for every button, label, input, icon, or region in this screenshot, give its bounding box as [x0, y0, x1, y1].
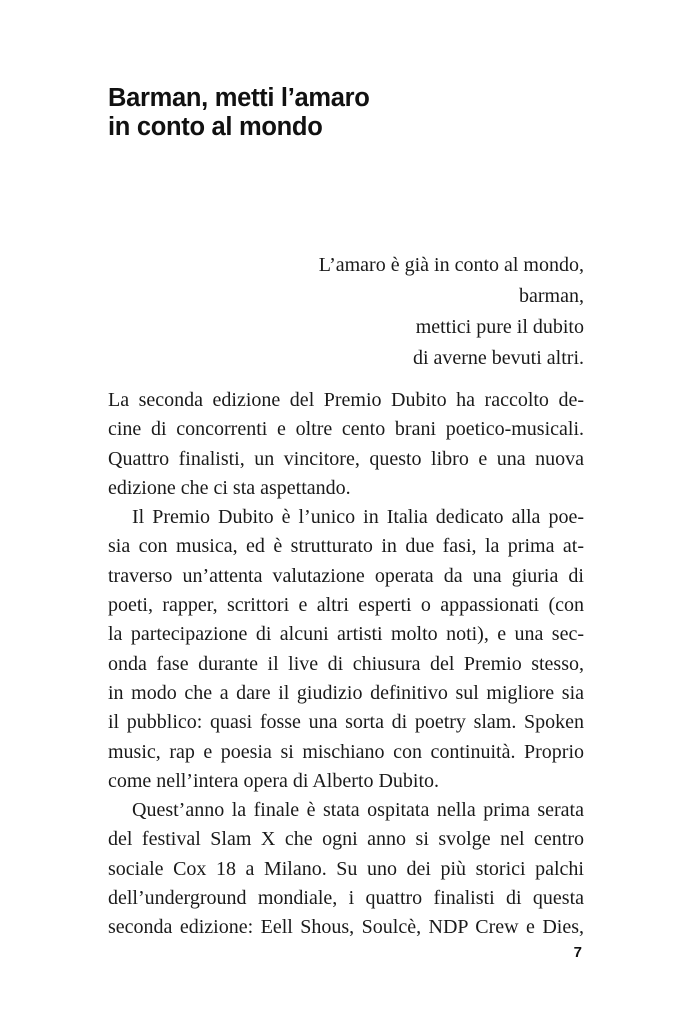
- chapter-title-line: Barman, metti l’amaro: [108, 84, 370, 112]
- text-line: Il Premio Dubito è l’unico in Italia dedicato alla poe-: [132, 506, 584, 529]
- paragraph: [108, 386, 584, 503]
- text-line: cine di concorrenti e oltre cento brani poetico-musicali.: [108, 418, 584, 441]
- paragraph: [108, 503, 584, 796]
- text-line: Quest’anno la finale è stata ospitata nella prima serata: [132, 799, 584, 822]
- epigraph-line: barman,: [519, 285, 584, 307]
- page-number: 7: [573, 944, 582, 961]
- paragraph: [108, 796, 584, 942]
- text-line: music, rap e poesia si mischiano con continuità. Proprio: [108, 740, 584, 763]
- text-line: il pubblico: quasi fosse una sorta di poetry slam. Spoken: [108, 711, 584, 734]
- text-line: del festival Slam X che ogni anno si svolge nel centro: [108, 828, 584, 851]
- epigraph-line: mettici pure il dubito: [415, 316, 584, 338]
- text-line: Quattro finalisti, un vincitore, questo libro e una nuova: [108, 447, 584, 470]
- text-line: seconda edizione: Eell Shous, Soulcè, NDP Crew e Dies,: [108, 916, 584, 939]
- text-line: edizione che ci sta aspettando.: [108, 476, 351, 499]
- epigraph-line: di averne bevuti altri.: [412, 347, 584, 369]
- text-line: La seconda edizione del Premio Dubito ha raccolto de-: [108, 389, 584, 411]
- epigraph-line: L’amaro è già in conto al mondo,: [318, 254, 584, 276]
- text-line: sociale Cox 18 a Milano. Su uno dei più storici palchi: [108, 857, 584, 880]
- text-line: traverso un’attenta valutazione operata da una giuria di: [108, 564, 584, 587]
- text-line: la partecipazione di alcuni artisti molto noti), e una sec-: [108, 623, 584, 646]
- text-line: dell’underground mondiale, i quattro finalisti di questa: [108, 887, 584, 910]
- text-line: poeti, rapper, scrittori e altri esperti o appassionati (con: [108, 594, 584, 617]
- text-line: come nell’intera opera di Alberto Dubito.: [108, 769, 440, 792]
- chapter-title-line: in conto al mondo: [108, 113, 323, 141]
- text-line: in modo che a dare il giudizio definitivo sul migliore sia: [108, 681, 584, 704]
- text-line: onda fase durante il live di chiusura del Premio stesso,: [108, 652, 584, 675]
- body-text: [108, 386, 584, 943]
- epigraph: [319, 250, 584, 374]
- text-line: sia con musica, ed è strutturato in due fasi, la prima at-: [108, 535, 584, 558]
- chapter-title: [108, 84, 588, 142]
